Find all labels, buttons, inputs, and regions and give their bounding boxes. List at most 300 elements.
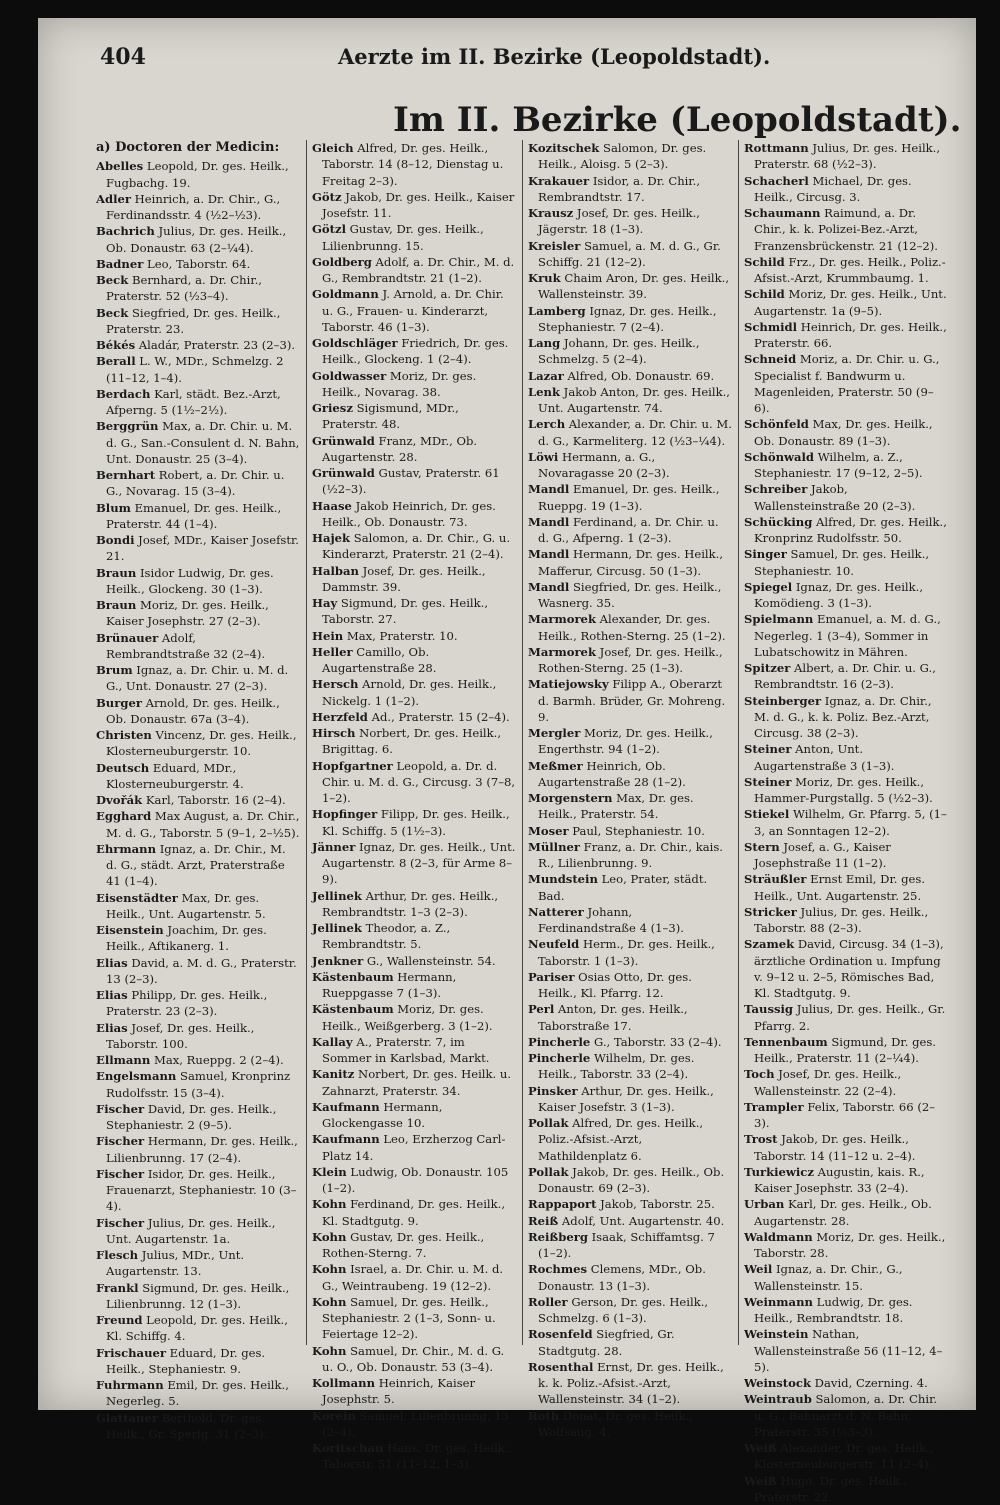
entry-surname: Schönfeld xyxy=(744,417,809,431)
entry-surname: Braun xyxy=(96,598,136,612)
directory-entry: Kästenbaum Moriz, Dr. ges. Heilk., Weißgerberg. 3 (1–2). xyxy=(312,1001,516,1034)
entry-surname: Roth xyxy=(528,1409,559,1423)
entry-surname: Mundstein xyxy=(528,872,598,886)
entry-surname: Natterer xyxy=(528,905,584,919)
directory-entry: Halban Josef, Dr. ges. Heilk., Dammstr. 39. xyxy=(312,563,516,596)
entry-surname: Fischer xyxy=(96,1102,144,1116)
entry-surname: Weinstein xyxy=(744,1327,808,1341)
directory-entry: Kallay A., Praterstr. 7, im Sommer in Karlsbad, Markt. xyxy=(312,1034,516,1067)
directory-entry: Hopfgartner Leopold, a. Dr. d. Chir. u. M. d. G., Circusg. 3 (7–8, 1–2). xyxy=(312,758,516,807)
entry-surname: Blum xyxy=(96,501,131,515)
entry-surname: Tennenbaum xyxy=(744,1035,828,1049)
directory-entry: Kohn Ferdinand, Dr. ges. Heilk., Kl. Stadtgutg. 9. xyxy=(312,1196,516,1229)
entry-surname: Goldmann xyxy=(312,287,379,301)
entry-surname: Christen xyxy=(96,728,152,742)
directory-entry: Schreiber Jakob, Wallensteinstraße 20 (2–3). xyxy=(744,481,948,514)
running-head: Aerzte im II. Bezirke (Leopoldstadt). xyxy=(338,44,770,69)
directory-entry: Kollmann Heinrich, Kaiser Josephstr. 5. xyxy=(312,1375,516,1408)
directory-entry: Jellinek Arthur, Dr. ges. Heilk., Rembrandtstr. 1–3 (2–3). xyxy=(312,888,516,921)
entry-surname: Freund xyxy=(96,1313,142,1327)
entry-surname: Kohn xyxy=(312,1344,346,1358)
directory-entry: Gleich Alfred, Dr. ges. Heilk., Taborstr. 14 (8–12, Dienstag u. Freitag 2–3). xyxy=(312,140,516,189)
directory-page xyxy=(38,18,976,1410)
directory-entry: Mandl Siegfried, Dr. ges. Heilk., Wasnerg. 35. xyxy=(528,579,732,612)
entry-surname: Abelles xyxy=(96,159,143,173)
entry-surname: Elias xyxy=(96,1021,128,1035)
directory-entry: Marmorek Josef, Dr. ges. Heilk., Rothen-Sterng. 25 (1–3). xyxy=(528,644,732,677)
directory-entry: Weinmann Ludwig, Dr. ges. Heilk., Rembrandtstr. 18. xyxy=(744,1294,948,1327)
directory-entry: Hopfinger Filipp, Dr. ges. Heilk., Kl. Schiffg. 5 (1½–3). xyxy=(312,806,516,839)
entry-surname: Kohn xyxy=(312,1197,346,1211)
entry-surname: Kaufmann xyxy=(312,1100,380,1114)
entry-surname: Kollmann xyxy=(312,1376,375,1390)
directory-entry: Ellmann Max, Rueppg. 2 (2–4). xyxy=(96,1052,300,1068)
directory-entry: Blum Emanuel, Dr. ges. Heilk., Praterstr. 44 (1–4). xyxy=(96,500,300,533)
entry-surname: Schönwald xyxy=(744,450,814,464)
directory-entry: Elias David, a. M. d. G., Praterstr. 13 (2–3). xyxy=(96,955,300,988)
directory-entry: Goldberg Adolf, a. Dr. Chir., M. d. G., Rembrandtstr. 21 (1–2). xyxy=(312,254,516,287)
column-1 xyxy=(96,140,300,1345)
directory-entry: Stricker Julius, Dr. ges. Heilk., Taborstr. 88 (2–3). xyxy=(744,904,948,937)
entry-surname: Halban xyxy=(312,564,359,578)
directory-entry: Krausz Josef, Dr. ges. Heilk., Jägerstr. 18 (1–3). xyxy=(528,205,732,238)
entry-surname: Egghard xyxy=(96,809,151,823)
directory-entry: Weil Ignaz, a. Dr. Chir., G., Wallensteinstr. 15. xyxy=(744,1261,948,1294)
directory-entry: Koritschan Hans, Dr. ges. Heilk., Taborstr. 51 (11–12, 1–3). xyxy=(312,1440,516,1473)
directory-entry: Elias Philipp, Dr. ges. Heilk., Praterstr. 23 (2–3). xyxy=(96,987,300,1020)
entry-surname: Fischer xyxy=(96,1134,144,1148)
directory-entry: Mandl Hermann, Dr. ges. Heilk., Mafferur, Circusg. 50 (1–3). xyxy=(528,546,732,579)
entry-surname: Trost xyxy=(744,1132,778,1146)
entry-surname: Heller xyxy=(312,645,353,659)
directory-entry: Moser Paul, Stephaniestr. 10. xyxy=(528,823,732,839)
entry-surname: Kanitz xyxy=(312,1067,354,1081)
entry-surname: Pollak xyxy=(528,1116,569,1130)
entry-surname: Mandl xyxy=(528,580,569,594)
directory-entry: Stern Josef, a. G., Kaiser Josephstraße 11 (1–2). xyxy=(744,839,948,872)
entry-surname: Hopfinger xyxy=(312,807,377,821)
entry-surname: Steiner xyxy=(744,775,791,789)
directory-entry: Beck Siegfried, Dr. ges. Heilk., Praterstr. 23. xyxy=(96,305,300,338)
entry-surname: Rosenthal xyxy=(528,1360,593,1374)
column-rule xyxy=(522,140,523,1345)
directory-entry: Abelles Leopold, Dr. ges. Heilk., Fugbachg. 19. xyxy=(96,158,300,191)
directory-entry: Taussig Julius, Dr. ges. Heilk., Gr. Pfarrg. 2. xyxy=(744,1001,948,1034)
directory-entry: Rochmes Clemens, MDr., Ob. Donaustr. 13 (1–3). xyxy=(528,1261,732,1294)
directory-entry: Rottmann Julius, Dr. ges. Heilk., Praterstr. 68 (½2–3). xyxy=(744,140,948,173)
directory-entry: Schild Frz., Dr. ges. Heilk., Poliz.-Afsist.-Arzt, Krummbaumg. 1. xyxy=(744,254,948,287)
directory-entry: Lang Johann, Dr. ges. Heilk., Schmelzg. 5 (2–4). xyxy=(528,335,732,368)
entry-surname: Steiner xyxy=(744,742,791,756)
directory-entry: Flesch Julius, MDr., Unt. Augartenstr. 13. xyxy=(96,1247,300,1280)
entry-surname: Bernhart xyxy=(96,468,155,482)
entry-surname: Waldmann xyxy=(744,1230,813,1244)
entry-surname: Kaufmann xyxy=(312,1132,380,1146)
directory-entry: Braun Isidor Ludwig, Dr. ges. Heilk., Glockeng. 30 (1–3). xyxy=(96,565,300,598)
entry-surname: Eisenstädter xyxy=(96,891,178,905)
entry-surname: Koritschan xyxy=(312,1441,383,1455)
entry-surname: Pincherle xyxy=(528,1051,590,1065)
directory-entry: Matiejowsky Filipp A., Oberarzt d. Barmh. Brüder, Gr. Mohreng. 9. xyxy=(528,676,732,725)
entry-surname: Matiejowsky xyxy=(528,677,609,691)
directory-entry: Kästenbaum Hermann, Rueppgasse 7 (1–3). xyxy=(312,969,516,1002)
entry-surname: Elias xyxy=(96,956,128,970)
entry-surname: Berall xyxy=(96,354,136,368)
entry-surname: Bondi xyxy=(96,533,134,547)
entry-surname: Reißberg xyxy=(528,1230,588,1244)
entry-surname: Lamberg xyxy=(528,304,586,318)
entry-surname: Schild xyxy=(744,287,785,301)
entry-surname: Kohn xyxy=(312,1295,346,1309)
directory-entry: Pincherle G., Taborstr. 33 (2–4). xyxy=(528,1034,732,1050)
directory-entry: Berggrün Max, a. Dr. Chir. u. M. d. G., San.-Consulent d. N. Bahn, Unt. Donaustr. 25 (3–4). xyxy=(96,418,300,467)
entry-surname: Fischer xyxy=(96,1167,144,1181)
entry-surname: Jenkner xyxy=(312,954,363,968)
entry-surname: Weiß xyxy=(744,1474,777,1488)
directory-entry: Badner Leo, Taborstr. 64. xyxy=(96,256,300,272)
entry-surname: Beck xyxy=(96,306,128,320)
directory-entry: Kohn Samuel, Dr. ges. Heilk., Stephaniestr. 2 (1–3, Sonn- u. Feiertage 12–2). xyxy=(312,1294,516,1343)
entry-surname: Goldschläger xyxy=(312,336,398,350)
directory-entry: Szamek David, Circusg. 34 (1–3), ärztliche Ordination u. Impfung v. 9–12 u. 2–5, Römisches Bad, Kl. Stadtgutg. 9. xyxy=(744,936,948,1001)
entry-surname: Schmidl xyxy=(744,320,797,334)
directory-entry: Weinstock David, Czerning. 4. xyxy=(744,1375,948,1391)
directory-entry: Weintraub Salomon, a. Dr. Chir. u. G., Bahnarzt d. N. Bahn, Praterstr. 35 (½3–3). xyxy=(744,1391,948,1440)
entry-surname: Dvořák xyxy=(96,793,142,807)
directory-entry: Brum Ignaz, a. Dr. Chir. u. M. d. G., Unt. Donaustr. 27 (2–3). xyxy=(96,662,300,695)
entry-surname: Schaumann xyxy=(744,206,820,220)
entry-surname: Fuhrmann xyxy=(96,1378,164,1392)
directory-entry: Krakauer Isidor, a. Dr. Chir., Rembrandtstr. 17. xyxy=(528,173,732,206)
directory-entry: Spielmann Emanuel, a. M. d. G., Negerleg. 1 (3–4), Sommer in Lubatschowitz in Mähren. xyxy=(744,611,948,660)
directory-entry: Reißberg Isaak, Schiffamtsg. 7 (1–2). xyxy=(528,1229,732,1262)
entry-surname: Glattauer xyxy=(96,1411,158,1425)
entry-surname: Rosenfeld xyxy=(528,1327,593,1341)
entry-surname: Singer xyxy=(744,547,787,561)
directory-entry: Pollak Jakob, Dr. ges. Heilk., Ob. Donaustr. 69 (2–3). xyxy=(528,1164,732,1197)
directory-entry: Berdach Karl, städt. Bez.-Arzt, Afperng. 5 (1½–2½). xyxy=(96,386,300,419)
entry-surname: Hersch xyxy=(312,677,358,691)
directory-entry: Goldschläger Friedrich, Dr. ges. Heilk., Glockeng. 1 (2–4). xyxy=(312,335,516,368)
entry-surname: Haase xyxy=(312,499,352,513)
directory-entry: Pinsker Arthur, Dr. ges. Heilk., Kaiser Josefstr. 3 (1–3). xyxy=(528,1083,732,1116)
entry-surname: Flesch xyxy=(96,1248,138,1262)
directory-entry: Müllner Franz, a. Dr. Chir., kais. R., Lilienbrunng. 9. xyxy=(528,839,732,872)
directory-entry: Engelsmann Samuel, Kronprinz Rudolfsstr. 15 (3–4). xyxy=(96,1068,300,1101)
columns-container xyxy=(96,140,788,1345)
entry-surname: Eisenstein xyxy=(96,923,164,937)
entry-surname: Herzfeld xyxy=(312,710,368,724)
entry-surname: Krakauer xyxy=(528,174,589,188)
directory-entry: Sträußler Ernst Emil, Dr. ges. Heilk., Unt. Augartenstr. 25. xyxy=(744,871,948,904)
directory-entry: Weiß Hugo, Dr. ges. Heilk., Praterstr. 22. xyxy=(744,1473,948,1505)
directory-entry: Deutsch Eduard, MDr., Klosterneuburgerstr. 4. xyxy=(96,760,300,793)
entry-surname: Spiegel xyxy=(744,580,792,594)
directory-entry: Korein Samuel, Lilienbrunng. 13 (2–4). xyxy=(312,1408,516,1441)
entry-surname: Griesz xyxy=(312,401,353,415)
entry-surname: Müllner xyxy=(528,840,580,854)
directory-entry: Singer Samuel, Dr. ges. Heilk., Stephaniestr. 10. xyxy=(744,546,948,579)
directory-entry: Trost Jakob, Dr. ges. Heilk., Taborstr. 14 (11–12 u. 2–4). xyxy=(744,1131,948,1164)
directory-entry: Spitzer Albert, a. Dr. Chir. u. G., Rembrandtstr. 16 (2–3). xyxy=(744,660,948,693)
entry-surname: Jellinek xyxy=(312,921,362,935)
entry-surname: Schreiber xyxy=(744,482,807,496)
entry-surname: Perl xyxy=(528,1002,554,1016)
directory-entry: Fischer Julius, Dr. ges. Heilk., Unt. Augartenstr. 1a. xyxy=(96,1215,300,1248)
directory-entry: Schacherl Michael, Dr. ges. Heilk., Circusg. 3. xyxy=(744,173,948,206)
entry-surname: Kreisler xyxy=(528,239,580,253)
entry-surname: Krausz xyxy=(528,206,573,220)
directory-entry: Meßmer Heinrich, Ob. Augartenstraße 28 (1–2). xyxy=(528,758,732,791)
directory-entry: Schneid Moriz, a. Dr. Chir. u. G., Specialist f. Bandwurm u. Magenleiden, Praterstr. 50 (9–6). xyxy=(744,351,948,416)
entry-surname: Szamek xyxy=(744,937,794,951)
entry-surname: Schacherl xyxy=(744,174,809,188)
directory-entry: Steiner Moriz, Dr. ges. Heilk., Hammer-Purgstallg. 5 (½2–3). xyxy=(744,774,948,807)
entry-surname: Kohn xyxy=(312,1230,346,1244)
entry-surname: Ehrmann xyxy=(96,842,156,856)
directory-entry: Steinberger Ignaz, a. Dr. Chir., M. d. G., k. k. Poliz. Bez.-Arzt, Circusg. 38 (2–3). xyxy=(744,693,948,742)
directory-entry: Fischer David, Dr. ges. Heilk., Stephaniestr. 2 (9–5). xyxy=(96,1101,300,1134)
entry-surname: Stern xyxy=(744,840,780,854)
entry-surname: Békés xyxy=(96,338,135,352)
entry-surname: Braun xyxy=(96,566,136,580)
directory-entry: Schmidl Heinrich, Dr. ges. Heilk., Praterstr. 66. xyxy=(744,319,948,352)
entry-surname: Spielmann xyxy=(744,612,813,626)
directory-entry: Reiß Adolf, Unt. Augartenstr. 40. xyxy=(528,1213,732,1229)
entry-surname: Gleich xyxy=(312,141,354,155)
directory-entry: Adler Heinrich, a. Dr. Chir., G., Ferdinandsstr. 4 (½2–½3). xyxy=(96,191,300,224)
directory-entry: Urban Karl, Dr. ges. Heilk., Ob. Augartenstr. 28. xyxy=(744,1196,948,1229)
directory-entry: Christen Vincenz, Dr. ges. Heilk., Klosterneuburgerstr. 10. xyxy=(96,727,300,760)
directory-entry: Steiner Anton, Unt. Augartenstraße 3 (1–3). xyxy=(744,741,948,774)
column-rule xyxy=(738,140,739,1345)
directory-entry: Mandl Ferdinand, a. Dr. Chir. u. d. G., Afperng. 1 (2–3). xyxy=(528,514,732,547)
directory-entry: Jänner Ignaz, Dr. ges. Heilk., Unt. Augartenstr. 8 (2–3, für Arme 8–9). xyxy=(312,839,516,888)
directory-entry: Neufeld Herm., Dr. ges. Heilk., Taborstr. 1 (1–3). xyxy=(528,936,732,969)
directory-entry: Rappaport Jakob, Taborstr. 25. xyxy=(528,1196,732,1212)
entry-surname: Kallay xyxy=(312,1035,353,1049)
entry-surname: Reiß xyxy=(528,1214,558,1228)
entry-surname: Stiekel xyxy=(744,807,789,821)
directory-entry: Berall L. W., MDr., Schmelzg. 2 (11–12, 1–4). xyxy=(96,353,300,386)
entry-surname: Pariser xyxy=(528,970,574,984)
column-2 xyxy=(312,140,516,1345)
directory-entry: Toch Josef, Dr. ges. Heilk., Wallensteinstr. 22 (2–4). xyxy=(744,1066,948,1099)
directory-entry: Lerch Alexander, a. Dr. Chir. u. M. d. G., Karmeliterg. 12 (½3–¼4). xyxy=(528,416,732,449)
entry-surname: Frankl xyxy=(96,1281,139,1295)
entry-surname: Schneid xyxy=(744,352,796,366)
entry-surname: Brum xyxy=(96,663,133,677)
directory-entry: Beck Bernhard, a. Dr. Chir., Praterstr. 52 (½3–4). xyxy=(96,272,300,305)
directory-entry: Weinstein Nathan, Wallensteinstraße 56 (11–12, 4–5). xyxy=(744,1326,948,1375)
directory-entry: Pariser Osias Otto, Dr. ges. Heilk., Kl. Pfarrg. 12. xyxy=(528,969,732,1002)
entry-surname: Kästenbaum xyxy=(312,970,394,984)
entry-surname: Mandl xyxy=(528,515,569,529)
entry-surname: Götzl xyxy=(312,222,346,236)
entry-surname: Roller xyxy=(528,1295,568,1309)
directory-entry: Schönwald Wilhelm, a. Z., Stephaniestr. 17 (9–12, 2–5). xyxy=(744,449,948,482)
entry-surname: Korein xyxy=(312,1409,356,1423)
entry-surname: Weinmann xyxy=(744,1295,813,1309)
directory-entry: Schönfeld Max, Dr. ges. Heilk., Ob. Donaustr. 89 (1–3). xyxy=(744,416,948,449)
directory-entry: Mandl Emanuel, Dr. ges. Heilk., Rueppg. 19 (1–3). xyxy=(528,481,732,514)
entry-surname: Moser xyxy=(528,824,569,838)
entry-surname: Pinsker xyxy=(528,1084,578,1098)
directory-entry: Schild Moriz, Dr. ges. Heilk., Unt. Augartenstr. 1a (9–5). xyxy=(744,286,948,319)
directory-entry: Haase Jakob Heinrich, Dr. ges. Heilk., Ob. Donaustr. 73. xyxy=(312,498,516,531)
entry-surname: Jänner xyxy=(312,840,355,854)
entry-surname: Beck xyxy=(96,273,128,287)
directory-entry: Weiß Alexander, Dr. ges. Heilk., Klosterneuburgerstr. 11 (2–4). xyxy=(744,1440,948,1473)
directory-entry: Heller Camillo, Ob. Augartenstraße 28. xyxy=(312,644,516,677)
entry-surname: Fischer xyxy=(96,1216,144,1230)
entry-surname: Pollak xyxy=(528,1165,569,1179)
directory-entry: Frischauer Eduard, Dr. ges. Heilk., Stephaniestr. 9. xyxy=(96,1345,300,1378)
directory-entry: Kohn Samuel, Dr. Chir., M. d. G. u. O., Ob. Donaustr. 53 (3–4). xyxy=(312,1343,516,1376)
entry-surname: Hopfgartner xyxy=(312,759,393,773)
entry-surname: Rottmann xyxy=(744,141,809,155)
directory-entry: Götz Jakob, Dr. ges. Heilk., Kaiser Josefstr. 11. xyxy=(312,189,516,222)
directory-entry: Griesz Sigismund, MDr., Praterstr. 48. xyxy=(312,400,516,433)
directory-entry: Klein Ludwig, Ob. Donaustr. 105 (1–2). xyxy=(312,1164,516,1197)
directory-entry: Hirsch Norbert, Dr. ges. Heilk., Brigittag. 6. xyxy=(312,725,516,758)
directory-entry: Kozitschek Salomon, Dr. ges. Heilk., Aloisg. 5 (2–3). xyxy=(528,140,732,173)
directory-entry: Goldwasser Moriz, Dr. ges. Heilk., Novarag. 38. xyxy=(312,368,516,401)
entry-surname: Kruk xyxy=(528,271,561,285)
entry-surname: Berdach xyxy=(96,387,150,401)
entry-surname: Weinstock xyxy=(744,1376,811,1390)
entry-surname: Frischauer xyxy=(96,1346,166,1360)
entry-surname: Neufeld xyxy=(528,937,579,951)
entry-surname: Löwi xyxy=(528,450,558,464)
entry-surname: Elias xyxy=(96,988,128,1002)
entry-surname: Marmorek xyxy=(528,645,596,659)
directory-entry: Dvořák Karl, Taborstr. 16 (2–4). xyxy=(96,792,300,808)
directory-entry: Glattauer Berthold, Dr. ges. Heilk., Gr. Sperlg. 31 (2–3). xyxy=(96,1410,300,1443)
entry-surname: Schild xyxy=(744,255,785,269)
directory-entry: Mergler Moriz, Dr. ges. Heilk., Engerthstr. 94 (1–2). xyxy=(528,725,732,758)
entry-surname: Marmorek xyxy=(528,612,596,626)
directory-entry: Hein Max, Praterstr. 10. xyxy=(312,628,516,644)
entry-surname: Jellinek xyxy=(312,889,362,903)
directory-entry: Hajek Salomon, a. Dr. Chir., G. u. Kinderarzt, Praterstr. 21 (2–4). xyxy=(312,530,516,563)
directory-entry: Frankl Sigmund, Dr. ges. Heilk., Lilienbrunng. 12 (1–3). xyxy=(96,1280,300,1313)
subheading: a) Doctoren der Medicin: xyxy=(96,140,300,156)
entry-surname: Lang xyxy=(528,336,560,350)
entry-surname: Badner xyxy=(96,257,143,271)
entry-surname: Turkiewicz xyxy=(744,1165,814,1179)
directory-entry: Kohn Israel, a. Dr. Chir. u. M. d. G., Weintraubeng. 19 (12–2). xyxy=(312,1261,516,1294)
entry-surname: Rochmes xyxy=(528,1262,587,1276)
directory-entry: Waldmann Moriz, Dr. ges. Heilk., Taborstr. 28. xyxy=(744,1229,948,1262)
directory-entry: Bondi Josef, MDr., Kaiser Josefstr. 21. xyxy=(96,532,300,565)
directory-entry: Hay Sigmund, Dr. ges. Heilk., Taborstr. 27. xyxy=(312,595,516,628)
directory-entry: Morgenstern Max, Dr. ges. Heilk., Praterstr. 54. xyxy=(528,790,732,823)
directory-entry: Mundstein Leo, Prater, städt. Bad. xyxy=(528,871,732,904)
directory-entry: Rosenfeld Siegfried, Gr. Stadtgutg. 28. xyxy=(528,1326,732,1359)
entry-surname: Bachrich xyxy=(96,224,155,238)
entry-surname: Grünwald xyxy=(312,466,375,480)
directory-entry: Fischer Hermann, Dr. ges. Heilk., Lilienbrunng. 17 (2–4). xyxy=(96,1133,300,1166)
entry-surname: Hay xyxy=(312,596,337,610)
entry-surname: Mergler xyxy=(528,726,580,740)
directory-entry: Lenk Jakob Anton, Dr. ges. Heilk., Unt. Augartenstr. 74. xyxy=(528,384,732,417)
entry-surname: Weiß xyxy=(744,1441,777,1455)
entry-surname: Brünauer xyxy=(96,631,158,645)
entry-surname: Adler xyxy=(96,192,131,206)
directory-entry: Ehrmann Ignaz, a. Dr. Chir., M. d. G., städt. Arzt, Praterstraße 41 (1–4). xyxy=(96,841,300,890)
page-number: 404 xyxy=(100,44,146,70)
entry-surname: Morgenstern xyxy=(528,791,612,805)
directory-entry: Tennenbaum Sigmund, Dr. ges. Heilk., Praterstr. 11 (2–¼4). xyxy=(744,1034,948,1067)
directory-entry: Bachrich Julius, Dr. ges. Heilk., Ob. Donaustr. 63 (2–¼4). xyxy=(96,223,300,256)
directory-entry: Natterer Johann, Ferdinandstraße 4 (1–3). xyxy=(528,904,732,937)
entry-surname: Lerch xyxy=(528,417,565,431)
directory-entry: Schücking Alfred, Dr. ges. Heilk., Kronprinz Rudolfsstr. 50. xyxy=(744,514,948,547)
section-title: Im II. Bezirke (Leopoldstadt). xyxy=(393,100,961,140)
entry-surname: Urban xyxy=(744,1197,784,1211)
entry-surname: Ellmann xyxy=(96,1053,150,1067)
directory-entry: Kaufmann Leo, Erzherzog Carl-Platz 14. xyxy=(312,1131,516,1164)
entry-surname: Lenk xyxy=(528,385,560,399)
directory-entry: Brünauer Adolf, Rembrandtstraße 32 (2–4). xyxy=(96,630,300,663)
directory-entry: Trampler Felix, Taborstr. 66 (2–3). xyxy=(744,1099,948,1132)
directory-entry: Schaumann Raimund, a. Dr. Chir., k. k. Polizei-Bez.-Arzt, Franzensbrückenstr. 21 (12–2). xyxy=(744,205,948,254)
column-rule xyxy=(306,140,307,1345)
entry-surname: Rappaport xyxy=(528,1197,596,1211)
directory-entry: Rosenthal Ernst, Dr. ges. Heilk., k. k. Poliz.-Afsist.-Arzt, Wallensteinstr. 34 (1–2). xyxy=(528,1359,732,1408)
directory-entry: Kaufmann Hermann, Glockengasse 10. xyxy=(312,1099,516,1132)
directory-entry: Lamberg Ignaz, Dr. ges. Heilk., Stephaniestr. 7 (2–4). xyxy=(528,303,732,336)
directory-entry: Eisenstein Joachim, Dr. ges. Heilk., Aftikanerg. 1. xyxy=(96,922,300,955)
entry-surname: Deutsch xyxy=(96,761,149,775)
directory-entry: Fuhrmann Emil, Dr. ges. Heilk., Negerleg. 5. xyxy=(96,1377,300,1410)
directory-entry: Spiegel Ignaz, Dr. ges. Heilk., Komödieng. 3 (1–3). xyxy=(744,579,948,612)
entry-surname: Berggrün xyxy=(96,419,158,433)
entry-surname: Steinberger xyxy=(744,694,821,708)
entry-surname: Klein xyxy=(312,1165,347,1179)
directory-entry: Elias Josef, Dr. ges. Heilk., Taborstr. 100. xyxy=(96,1020,300,1053)
entry-surname: Taussig xyxy=(744,1002,793,1016)
directory-entry: Goldmann J. Arnold, a. Dr. Chir. u. G., Frauen- u. Kinderarzt, Taborstr. 46 (1–3). xyxy=(312,286,516,335)
entry-surname: Kozitschek xyxy=(528,141,599,155)
directory-entry: Burger Arnold, Dr. ges. Heilk., Ob. Donaustr. 67a (3–4). xyxy=(96,695,300,728)
directory-entry: Pollak Alfred, Dr. ges. Heilk., Poliz.-Afsist.-Arzt, Mathildenplatz 6. xyxy=(528,1115,732,1164)
directory-entry: Grünwald Franz, MDr., Ob. Augartenstr. 28. xyxy=(312,433,516,466)
entry-surname: Hirsch xyxy=(312,726,355,740)
directory-entry: Braun Moriz, Dr. ges. Heilk., Kaiser Josephstr. 27 (2–3). xyxy=(96,597,300,630)
entry-surname: Goldwasser xyxy=(312,369,386,383)
entry-surname: Spitzer xyxy=(744,661,790,675)
directory-entry: Eisenstädter Max, Dr. ges. Heilk., Unt. Augartenstr. 5. xyxy=(96,890,300,923)
entry-surname: Mandl xyxy=(528,547,569,561)
directory-entry: Freund Leopold, Dr. ges. Heilk., Kl. Schiffg. 4. xyxy=(96,1312,300,1345)
directory-entry: Bernhart Robert, a. Dr. Chir. u. G., Novarag. 15 (3–4). xyxy=(96,467,300,500)
entry-surname: Toch xyxy=(744,1067,775,1081)
entry-surname: Götz xyxy=(312,190,342,204)
directory-entry: Roller Gerson, Dr. ges. Heilk., Schmelzg. 6 (1–3). xyxy=(528,1294,732,1327)
entry-surname: Hajek xyxy=(312,531,350,545)
column-3 xyxy=(528,140,732,1345)
entry-surname: Stricker xyxy=(744,905,797,919)
directory-entry: Roth Donat, Dr. ges. Heilk., Wolfsaug. 4. xyxy=(528,1408,732,1441)
entry-surname: Schücking xyxy=(744,515,812,529)
directory-entry: Békés Aladár, Praterstr. 23 (2–3). xyxy=(96,337,300,353)
directory-entry: Fischer Isidor, Dr. ges. Heilk., Frauenarzt, Stephaniestr. 10 (3–4). xyxy=(96,1166,300,1215)
entry-surname: Grünwald xyxy=(312,434,375,448)
entry-surname: Engelsmann xyxy=(96,1069,176,1083)
entry-surname: Sträußler xyxy=(744,872,806,886)
